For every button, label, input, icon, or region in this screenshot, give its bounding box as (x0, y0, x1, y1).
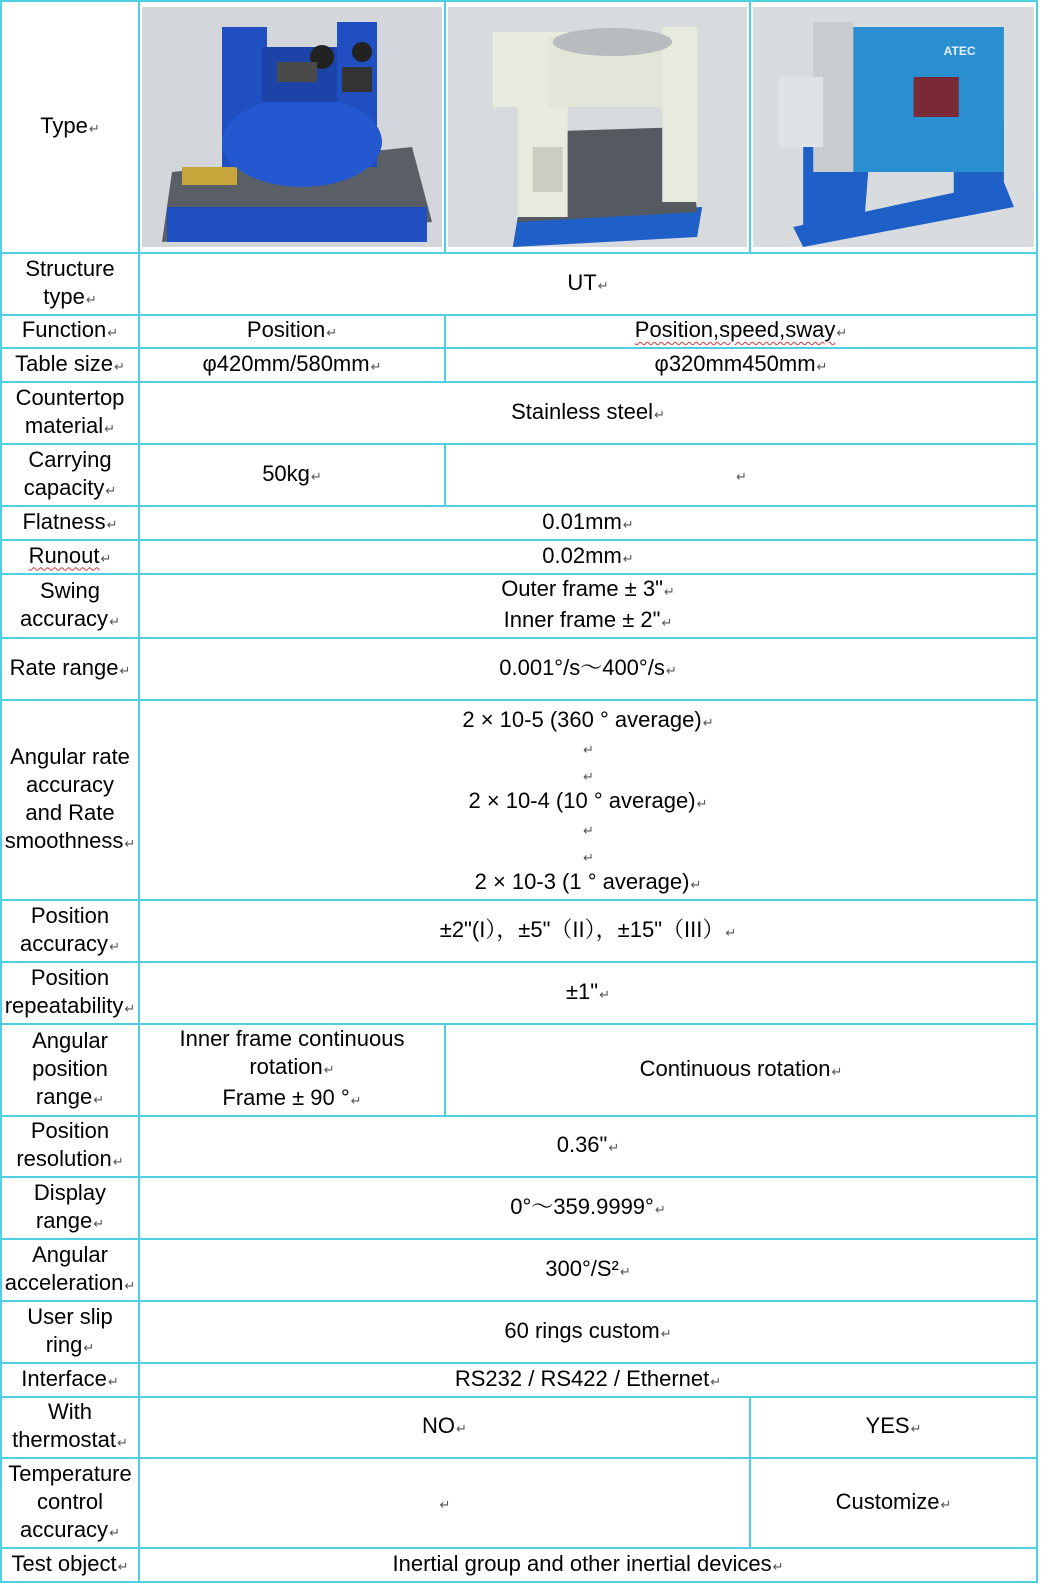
value-with-thermostat-a: NO↵ (139, 1397, 750, 1458)
value-countertop-material: Stainless steel↵ (139, 382, 1037, 444)
row-test-object (1, 1548, 1037, 1582)
value-rate-range: 0.001°/s～400°/s↵ (139, 638, 1037, 700)
value-user-slip-ring: 60 rings custom↵ (139, 1301, 1037, 1363)
value-position-resolution: 0.36"↵ (139, 1116, 1037, 1177)
value-carrying-capacity-a: 50kg↵ (139, 444, 445, 506)
value-function-a: Position↵ (139, 315, 445, 348)
label-countertop-material: Countertop material↵ (1, 382, 139, 444)
row-runout (1, 540, 1037, 574)
label-user-slip-ring: User slip ring↵ (1, 1301, 139, 1363)
label-swing-accuracy: Swing accuracy↵ (1, 574, 139, 638)
label-interface: Interface↵ (1, 1363, 139, 1397)
value-temperature-control-accuracy-b: Customize↵ (750, 1458, 1037, 1548)
value-carrying-capacity-b: ↵ (445, 444, 1037, 506)
value-swing-accuracy: Outer frame ± 3"↵ Inner frame ± 2"↵ (139, 574, 1037, 638)
label-angular-position-range: Angular position range↵ (1, 1024, 139, 1116)
value-table-size-a: φ420mm/580mm↵ (139, 348, 445, 382)
value-position-repeatability: ±1"↵ (139, 962, 1037, 1024)
photo-cell-1 (139, 1, 445, 253)
label-display-range: Display range↵ (1, 1177, 139, 1239)
label-flatness: Flatness↵ (1, 506, 139, 540)
value-structure-type: UT↵ (139, 253, 1037, 315)
value-function-b: Position,speed,sway↵ (445, 315, 1037, 348)
label-type: Type↵ (1, 1, 139, 253)
value-display-range: 0°～359.9999°↵ (139, 1177, 1037, 1239)
row-angular-position-range (1, 1024, 1037, 1116)
photo-cell-2 (445, 1, 750, 253)
label-structure-type: Structure type↵ (1, 253, 139, 315)
value-test-object: Inertial group and other inertial devices↵ (139, 1548, 1037, 1582)
value-angular-position-range-b: Continuous rotation↵ (445, 1024, 1037, 1116)
row-countertop-material (1, 382, 1037, 444)
label-test-object: Test object↵ (1, 1548, 139, 1582)
row-user-slip-ring (1, 1301, 1037, 1363)
label-angular-acceleration: Angular acceleration↵ (1, 1239, 139, 1301)
row-temperature-control-accuracy (1, 1458, 1037, 1548)
row-angular-rate-accuracy (1, 700, 1037, 900)
label-with-thermostat: With thermostat↵ (1, 1397, 139, 1458)
value-angular-rate-accuracy: 2 × 10-5 (360 ° average)↵ ↵ ↵ 2 × 10-4 (10 ° average)↵ ↵ ↵ 2 × 10-3 (1 ° average)↵ (139, 700, 1037, 900)
row-position-repeatability (1, 962, 1037, 1024)
row-structure-type (1, 253, 1037, 315)
label-carrying-capacity: Carrying capacity↵ (1, 444, 139, 506)
brand-logo-text: ATEC (943, 44, 976, 58)
value-position-accuracy: ±2"(I），±5"（II），±15"（III）↵ (139, 900, 1037, 962)
value-runout: 0.02mm↵ (139, 540, 1037, 574)
row-with-thermostat (1, 1397, 1037, 1458)
value-angular-position-range-a: Inner frame continuous rotation↵ Frame ± 90 °↵ (139, 1024, 445, 1116)
value-interface: RS232 / RS422 / Ethernet↵ (139, 1363, 1037, 1397)
turntable-with-thermostat-chamber-photo (753, 7, 1034, 247)
row-function (1, 315, 1037, 348)
label-table-size: Table size↵ (1, 348, 139, 382)
label-position-accuracy: Position accuracy↵ (1, 900, 139, 962)
label-position-resolution: Position resolution↵ (1, 1116, 139, 1177)
label-function: Function↵ (1, 315, 139, 348)
label-temperature-control-accuracy: Temperature control accuracy↵ (1, 1458, 139, 1548)
label-position-repeatability: Position repeatability↵ (1, 962, 139, 1024)
row-flatness (1, 506, 1037, 540)
row-table-size (1, 348, 1037, 382)
row-interface (1, 1363, 1037, 1397)
label-runout: Runout↵ (1, 540, 139, 574)
white-two-axis-turntable-photo (448, 7, 747, 247)
value-flatness: 0.01mm↵ (139, 506, 1037, 540)
blue-two-axis-turntable-photo (142, 7, 442, 247)
label-rate-range: Rate range↵ (1, 638, 139, 700)
value-table-size-b: φ320mm450mm↵ (445, 348, 1037, 382)
row-display-range (1, 1177, 1037, 1239)
row-position-accuracy (1, 900, 1037, 962)
label-angular-rate-accuracy: Angular rate accuracy and Rate smoothness↵ (1, 700, 139, 900)
row-angular-acceleration (1, 1239, 1037, 1301)
row-carrying-capacity (1, 444, 1037, 506)
value-angular-acceleration: 300°/S²↵ (139, 1239, 1037, 1301)
value-with-thermostat-b: YES↵ (750, 1397, 1037, 1458)
row-rate-range (1, 638, 1037, 700)
photo-cell-3 (750, 1, 1037, 253)
row-type (1, 1, 1037, 253)
row-position-resolution (1, 1116, 1037, 1177)
row-swing-accuracy (1, 574, 1037, 638)
value-temperature-control-accuracy-a: ↵ (139, 1458, 750, 1548)
